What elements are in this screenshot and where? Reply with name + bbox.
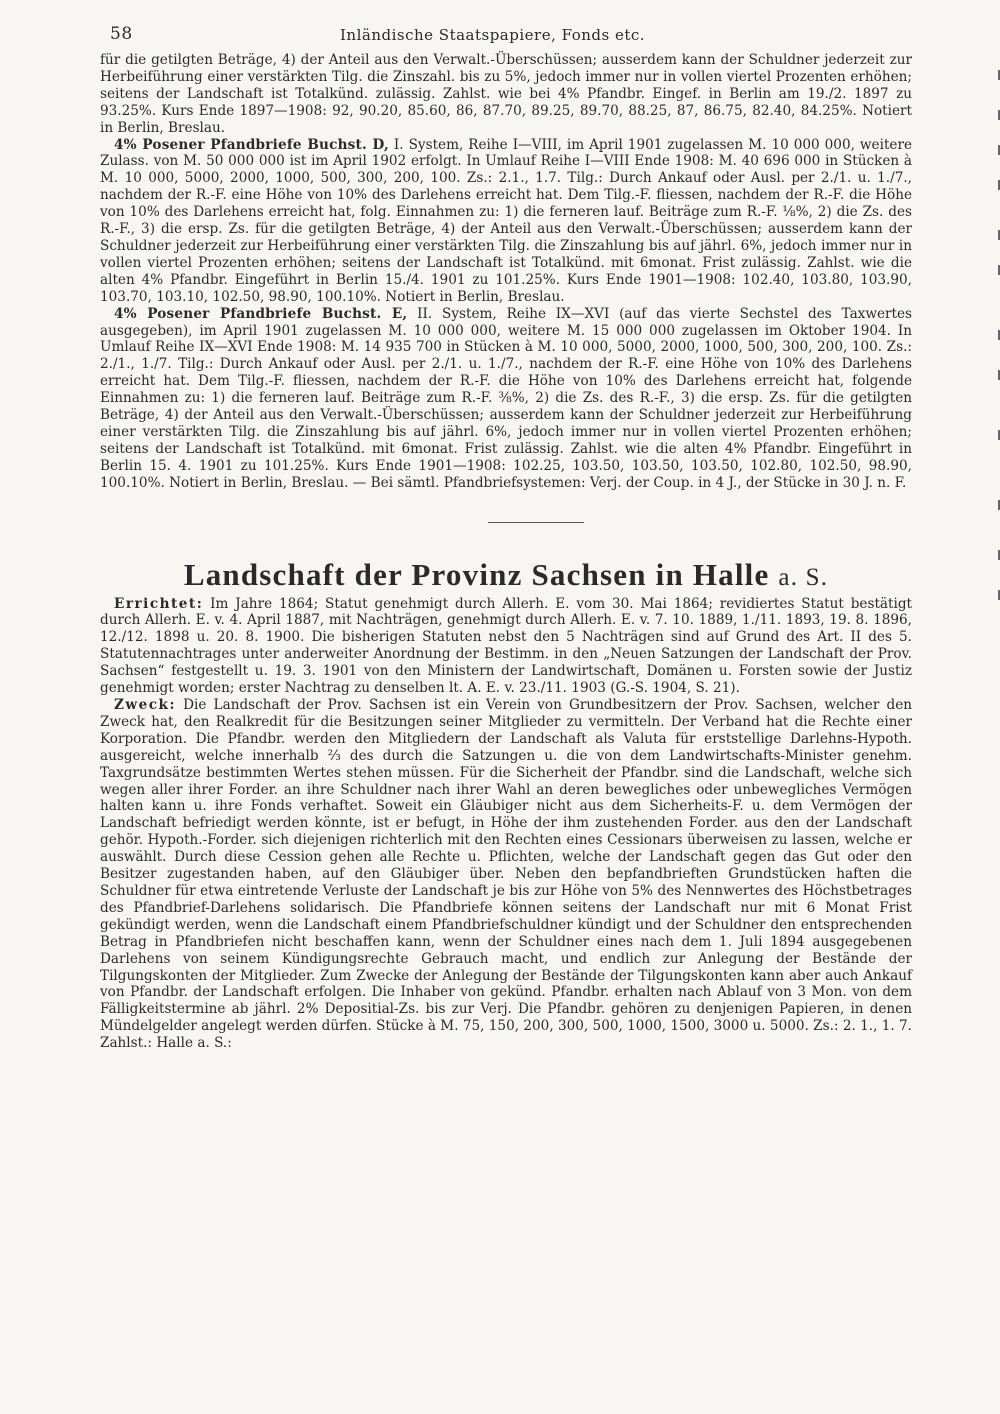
- page-number: 58: [110, 24, 133, 44]
- section-title: Landschaft der Provinz Sachsen in Halle: [183, 556, 770, 592]
- zweck-paragraph: [100, 697, 912, 1052]
- entry-buchst-e: [100, 306, 912, 492]
- running-title: Inländische Staatspapiere, Fonds etc.: [340, 26, 646, 44]
- errichtet-paragraph: [100, 596, 912, 697]
- continued-paragraph: für die getilgten Beträge, 4) der Anteil aus den Verwalt.-Überschüssen; ausserdem kann der Schuldner jederzeit zur Herbeiführung einer verstärkten Tilg. die Zinszahl. bis zu 5%, jedoch immer nur in vollen viertel Prozenten erhöhen; seitens der Landschaft ist Totalkünd. zulässig. Zahlst. wie bei 4% Pfandbr. Eingef. in Berlin am 19./2. 1897 zu 93.25%. Kurs Ende 1897—1908: 92, 90.20, 85.60, 86, 87.70, 89.25, 89.70, 88.25, 87, 86.75, 82.40, 84.25%. Notiert in Berlin, Breslau.: [100, 52, 912, 136]
- entry-e-body: II. System, Reihe IX—XVI (auf das vierte Sechstel des Taxwertes ausgegeben), im April 1901 zugelassen M. 10 000 000, weitere M. 15 000 000 zugelassen im Oktober 1904. In Umlauf Reihe IX—XVI Ende 1908: M. 14 935 700 in Stücken à M. 10 000, 5000, 2000, 1000, 500, 300, 200, 100. Zs.: 2./1., 1./7. Tilg.: Durch Ankauf oder Ausl. per 2./1. u. 1./7., nachdem der R.-F. eine Höhe von 10% des Darlehens erreicht hat. Dem Tilg.-F. fliessen, nachdem der R.-F. die Höhe von 10% des Darlehens erreicht hat, folgende Einnahmen zu: 1) die ferneren lauf. Beiträge zum R.-F. ⅜%, 2) die Zs. des R.-F., 3) die ersp. Zs. für die getilgten Beträge, 4) der Anteil aus den Verwalt.-Überschüssen; ausserdem kann der Schuldner jederzeit zur Herbeiführung einer verstärkten Tilg. die Zinszahlung bis auf jährl. 6%, jedoch immer nur in vollen viertel Prozenten erhöhen; seitens der Landschaft ist Totalkünd. mit 6monat. Frist zulässig. Zahlst. wie die alten 4% Pfandbr. Eingeführt in Berlin 15. 4. 1901 zu 101.25%. Kurs Ende 1901—1908: 102.25, 103.50, 103.50, 103.50, 102.80, 102.50, 98.90, 100.10%. Notiert in Berlin, Breslau. — Bei sämtl. Pfandbriefsystemen: Verj. der Coup. in 4 J., der Stücke in 30 J. n. F.: [100, 305, 913, 491]
- zweck-label: Zweck:: [114, 697, 176, 713]
- errichtet-body: Im Jahre 1864; Statut genehmigt durch Allerh. E. vom 30. Mai 1864; revidiertes Statut bestätigt durch Allerh. E. v. 4. April 1887, mit Nachträgen, genehmigt durch Allerh. E. v. 7. 10. 1889, 1./11. 1893, 19. 8. 1896, 12./12. 1898 u. 20. 8. 1900. Die bisherigen Statuten nebst den 5 Nachträgen sind auf Grund des Art. II des 5. Statutennachtrages unter anderweiter Anordnung der Bestimm. in den „Neuen Satzungen der Landschaft der Prov. Sachsen“ festgestellt u. 19. 3. 1901 von den Ministern der Landwirtschaft, Domänen u. Forsten sowie der Justiz genehmigt worden; erster Nachtrag zu denselben lt. A. E. v. 23./11. 1903 (G.-S. 1904, S. 21).: [100, 595, 912, 697]
- entry-d-body: I. System, Reihe I—VIII, im April 1901 zugelassen M. 10 000 000, weitere Zulass. von M. 50 000 000 ist im April 1902 erfolgt. In Umlauf Reihe I—VIII Ende 1908: M. 40 696 000 in Stücken à M. 10 000, 5000, 2000, 1000, 500, 300, 200, 100. Zs.: 2.1., 1.7. Tilg.: Durch Ankauf oder Ausl. per 2./1. u. 1./7., nachdem der R.-F. eine Höhe von 10% des Darlehens erreicht hat. Dem Tilg.-F. fliessen, nachdem der R.-F. die Höhe von 10% des Darlehens erreicht hat, folg. Einnahmen zu: 1) die ferneren lauf. Beiträge zum R.-F. ⅛%, 2) die Zs. des R.-F., 3) die ersp. Zs. für die getilgten Beträge, 4) der Anteil aus den Verwalt.-Überschüssen; ausserdem kann der Schuldner jederzeit zur Herbeiführung einer verstärkten Tilg. die Zinszahlung bis auf jährl. 6%, jedoch immer nur in vollen viertel Prozenten erhöhen; seitens der Landschaft ist Totalkünd. mit 6monat. Frist zulässig. Zahlst. wie die alten 4% Pfandbr. Eingeführt in Berlin 15./4. 1901 zu 101.25%. Kurs Ende 1901—1908: 102.40, 103.80, 103.90, 103.70, 103.10, 102.50, 98.90, 100.10%. Notiert in Berlin, Breslau.: [100, 136, 912, 305]
- section-title-suffix: a. S.: [778, 563, 829, 591]
- running-header: [100, 22, 912, 52]
- section-heading: [100, 557, 912, 593]
- entry-buchst-d: [100, 137, 912, 306]
- body-text: [100, 52, 912, 492]
- entry-d-heading: 4% Posener Pfandbriefe Buchst. D,: [114, 136, 389, 153]
- section-divider: [488, 522, 584, 523]
- errichtet-label: Errichtet:: [114, 595, 204, 612]
- zweck-body: Die Landschaft der Prov. Sachsen ist ein Verein von Grundbesitzern der Prov. Sachsen, welcher den Zweck hat, den Realkredit für die Besitzungen seiner Mitglieder zu vermitteln. Der Verband hat die Rechte einer Korporation. Die Pfandbr. werden den Mitgliedern der Landschaft als Valuta für erststellige Darlehns-Hypoth. ausgereicht, welche innerhalb ⅔ des durch die Satzungen u. die von dem Landwirtschafts-Minister genehm. Taxgrundsätze bestimmten Wertes stehen müssen. Für die Sicherheit der Pfandbr. sind die Landschaft, welche sich wegen aller ihrer Forder. an ihre Schuldner nach ihrer Wahl an deren bewegliches oder unbewegliches Vermögen halten kann u. ihre Fonds verhaftet. Soweit ein Gläubiger nicht aus dem Sicherheits-F. u. dem Vermögen der Landschaft befriedigt werden könnte, ist er befugt, in Höhe der ihm zustehenden Forder. aus den der Landschaft gehör. Hypoth.-Forder. sich diejenigen richterlich mit den Rechten eines Cessionars überweisen zu lassen, welche er auswählt. Durch diese Cession gehen alle Rechte u. Pflichten, welche der Landschaft gegen das Gut oder den Besitzer zugestanden haben, auf den Gläubiger über. Neben den bepfandbrieften Grundstücken haften die Schuldner für etwa eintretende Verluste der Landschaft je bis zur Höhe von 5% des Nennwertes des Höchstbetrages des Pfandbrief-Darlehens solidarisch. Die Pfandbriefe können seitens der Landschaft nur mit 6 Monat Frist gekündigt werden, wenn die Landschaft einem Pfandbriefschuldner kündigt und der Schuldner den entsprechenden Betrag in Pfandbriefen nicht beschaffen kann, wenn der Schuldner eines nach dem 1. Juli 1894 ausgegebenen Darlehens von seinem Kündigungsrechte Gebrauch macht, und endlich zur Anlegung der Bestände der Tilgungskonten der Mitglieder. Zum Zwecke der Anlegung der Bestände der Tilgungskonten kann aber auch Ankauf von Pfandbr. der Landschaft erfolgen. Die Inhaber von gekünd. Pfandbr. erhalten nach Ablauf von 3 Mon. von dem Fälligkeitstermine ab jährl. 2% Depositial-Zs. bis zur Verj. Die Pfandbr. gehören zu denjenigen Papieren, in denen Mündelgelder angelegt werden dürfen. Stücke à M. 75, 150, 200, 300, 500, 1000, 1500, 3000 u. 5000. Zs.: 2. 1., 1. 7. Zahlst.: Halle a. S.:: [100, 697, 912, 1052]
- document-page: [100, 22, 912, 1052]
- entry-e-heading: 4% Posener Pfandbriefe Buchst. E,: [114, 305, 408, 322]
- scan-edge-marks: [994, 70, 1000, 1070]
- section-body: [100, 596, 912, 1052]
